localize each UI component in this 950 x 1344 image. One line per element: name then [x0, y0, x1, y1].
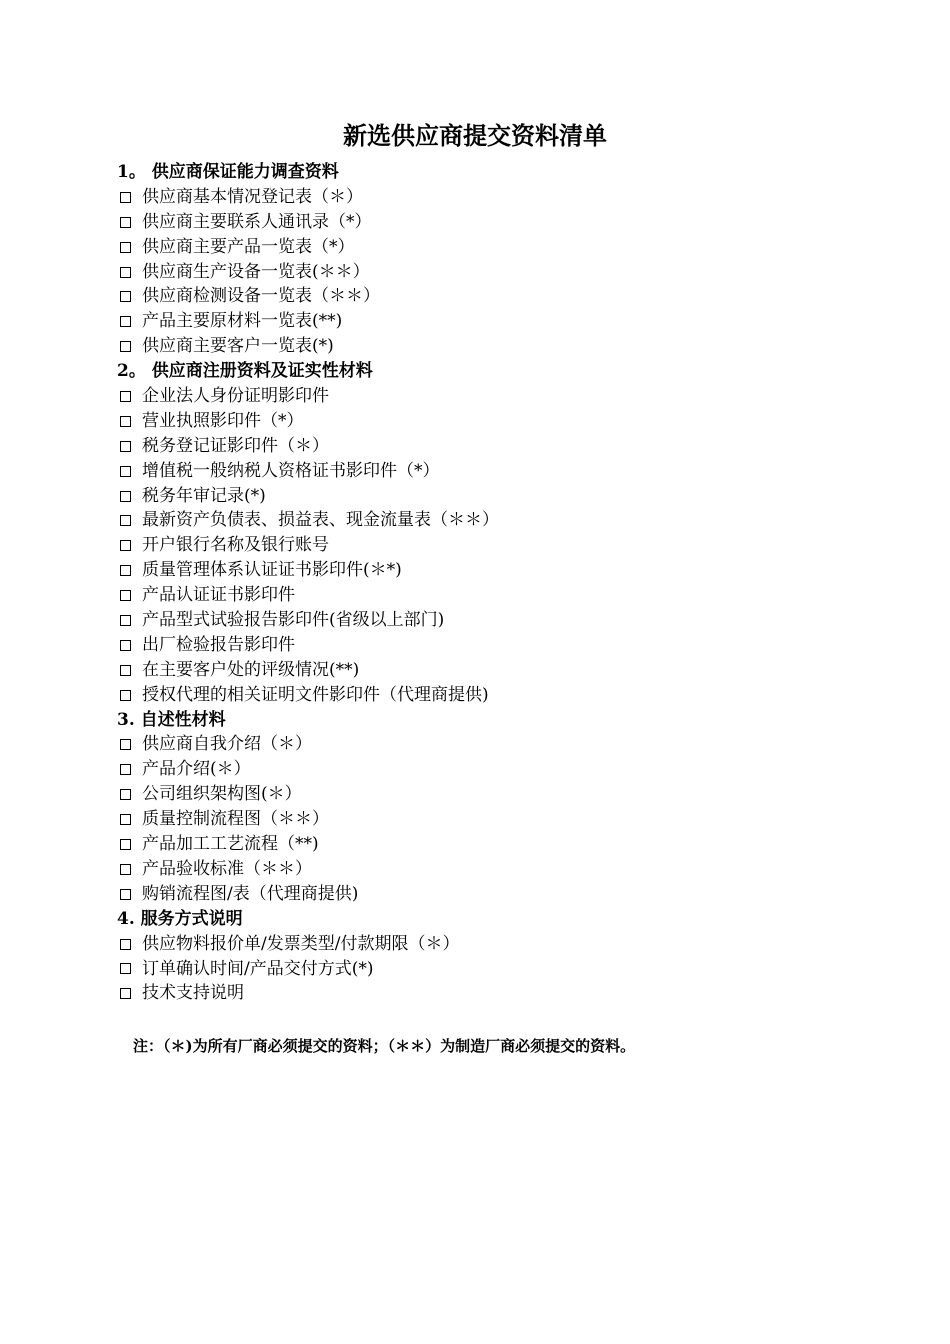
item-label: 授权代理的相关证明文件影印件（代理商提供) [142, 684, 489, 705]
checklist-item[interactable] [117, 558, 877, 583]
checkbox-icon[interactable] [120, 690, 131, 701]
checkbox-icon[interactable] [120, 540, 131, 551]
checkbox-icon[interactable] [120, 665, 131, 676]
checkbox-icon[interactable] [120, 192, 131, 203]
checkbox-icon[interactable] [120, 267, 131, 278]
section-4-heading: 4. 服务方式说明 [117, 908, 243, 929]
checkbox-icon[interactable] [120, 615, 131, 626]
checkbox-icon[interactable] [120, 565, 131, 576]
checklist-item[interactable] [117, 583, 877, 608]
checklist-item[interactable] [117, 782, 877, 807]
checklist-item[interactable] [117, 658, 877, 683]
checklist-item[interactable] [117, 334, 877, 359]
checklist-item[interactable] [117, 533, 877, 558]
item-label: 在主要客户处的评级情况(**) [142, 659, 360, 680]
checklist-item[interactable] [117, 185, 877, 210]
checklist-item[interactable] [117, 732, 877, 757]
item-label: 公司组织架构图(＊） [142, 784, 302, 805]
item-label: 供应商自我介绍（＊） [142, 734, 312, 755]
checklist-item[interactable] [117, 608, 877, 633]
checklist-item[interactable] [117, 484, 877, 509]
checkbox-icon[interactable] [120, 416, 131, 427]
section-1-heading: 1。 供应商保证能力调查资料 [117, 162, 339, 182]
checkbox-icon[interactable] [120, 291, 131, 302]
checkbox-icon[interactable] [120, 590, 131, 601]
item-label: 开户银行名称及银行账号 [142, 535, 329, 556]
item-label: 最新资产负债表、损益表、现金流量表（＊＊） [142, 510, 499, 531]
checkbox-icon[interactable] [120, 764, 131, 775]
checkbox-icon[interactable] [120, 466, 131, 477]
checkbox-icon[interactable] [120, 839, 131, 850]
item-label: 技术支持说明 [142, 983, 244, 1004]
checkbox-icon[interactable] [120, 739, 131, 750]
checkbox-icon[interactable] [120, 441, 131, 452]
checklist-item[interactable] [117, 284, 877, 309]
item-label: 供应物料报价单/发票类型/付款期限（＊） [142, 933, 460, 954]
checklist-item[interactable] [117, 434, 877, 459]
item-label: 质量管理体系认证证书影印件(＊*) [142, 560, 402, 581]
item-label: 税务登记证影印件（＊） [142, 435, 329, 456]
item-label: 出厂检验报告影印件 [142, 634, 295, 655]
checkbox-icon[interactable] [120, 515, 131, 526]
checkbox-icon[interactable] [120, 864, 131, 875]
checkbox-icon[interactable] [120, 963, 131, 974]
item-label: 产品加工工艺流程（**) [142, 834, 319, 855]
item-label: 供应商基本情况登记表（＊） [142, 186, 363, 207]
checklist-item[interactable] [117, 508, 877, 533]
checklist-item[interactable] [117, 932, 877, 957]
section-3-heading: 3. 自述性材料 [117, 709, 226, 730]
checklist-item[interactable] [117, 235, 877, 260]
checkbox-icon[interactable] [120, 316, 131, 327]
item-label: 营业执照影印件（*） [142, 410, 304, 431]
checklist-item[interactable] [117, 832, 877, 857]
checklist-item[interactable] [117, 409, 877, 434]
checklist-item[interactable] [117, 309, 877, 334]
checklist [117, 160, 877, 1006]
item-label: 企业法人身份证明影印件 [142, 386, 329, 407]
item-label: 供应商主要联系人通讯录（*） [142, 211, 372, 232]
item-label: 产品验收标准（＊＊） [142, 858, 312, 879]
page-title: 新选供应商提交资料清单 [343, 121, 607, 150]
item-label: 产品介绍(＊） [142, 759, 251, 780]
checklist-item[interactable] [117, 882, 877, 907]
item-label: 供应商生产设备一览表(＊＊） [142, 261, 370, 282]
checkbox-icon[interactable] [120, 988, 131, 999]
checklist-item[interactable] [117, 683, 877, 708]
item-label: 供应商检测设备一览表（＊＊） [142, 286, 380, 307]
item-label: 质量控制流程图（＊＊） [142, 809, 329, 830]
checklist-item[interactable] [117, 210, 877, 235]
item-label: 供应商主要产品一览表（*） [142, 236, 355, 257]
item-label: 产品主要原材料一览表(**) [142, 311, 343, 332]
checklist-item[interactable] [117, 757, 877, 782]
checklist-item[interactable] [117, 459, 877, 484]
checklist-item[interactable] [117, 957, 877, 982]
checklist-item[interactable] [117, 384, 877, 409]
checkbox-icon[interactable] [120, 217, 131, 228]
item-label: 订单确认时间/产品交付方式(*) [142, 958, 374, 979]
checkbox-icon[interactable] [120, 640, 131, 651]
footnote: 注：（＊)为所有厂商必须提交的资料；（＊＊）为制造厂商必须提交的资料。 [133, 1037, 636, 1055]
section-2-heading: 2。 供应商注册资料及证实性材料 [117, 361, 373, 382]
checkbox-icon[interactable] [120, 789, 131, 800]
item-label: 税务年审记录(*) [142, 485, 266, 506]
checkbox-icon[interactable] [120, 242, 131, 253]
item-label: 产品型式试验报告影印件(省级以上部门) [142, 610, 445, 631]
checkbox-icon[interactable] [120, 391, 131, 402]
item-label: 购销流程图/表（代理商提供) [142, 883, 359, 904]
checkbox-icon[interactable] [120, 491, 131, 502]
item-label: 供应商主要客户一览表(*) [142, 336, 334, 357]
item-label: 增值税一般纳税人资格证书影印件（*） [142, 460, 440, 481]
checkbox-icon[interactable] [120, 341, 131, 352]
checklist-item[interactable] [117, 857, 877, 882]
checkbox-icon[interactable] [120, 889, 131, 900]
item-label: 产品认证证书影印件 [142, 585, 295, 606]
checklist-item[interactable] [117, 260, 877, 285]
checkbox-icon[interactable] [120, 814, 131, 825]
checklist-item[interactable] [117, 981, 877, 1006]
checklist-item[interactable] [117, 807, 877, 832]
checkbox-icon[interactable] [120, 939, 131, 950]
checklist-item[interactable] [117, 633, 877, 658]
